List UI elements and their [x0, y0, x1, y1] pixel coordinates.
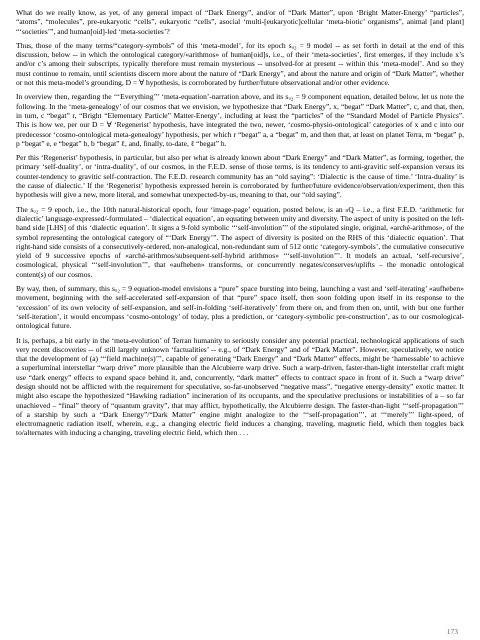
paragraph-7: It is, perhaps, a bit early in the ‘meta-evolution’ of Terran humanity to seriously consider any potential practical, technological applications of such very recent discoveries -- of still largely unknown ‘factualities’ -- e.g., of “Dark Energy” and of “Dark Matter”. However, speculatively, we notice that the development of (a) ‘‘‘field machine(s)’’’, capable of generating “Dark Energy” and “Dark Matter” effects, might be ‘harnessable’ to achieve a superluminal interstellar “warp drive” more plausible than the Alcubierre warp drive. Such a warp-driven, faster-than-light interstellar craft might use “dark energy” effects to expand space behind it, and, concurrently, “dark matter” effects to contract space in front of it. Such a “warp drive” design should not be afflicted with the requirement for speculative, so-far-unobserved “negative mass”, “negative energy-density” exotic matter. It might also escape the hypothesized “Hawking radiation” incineration of its occupants, and the speculative preclusions or instabilities of a – so far unachieved – “final” theory of “quantum gravity”, that may afflict, hypothetically, the Alcubierre design. The faster-than-light ‘‘‘self-propagation’’’ of a starship by such a “Dark Energy”/“Dark Matter” engine might analogize to the ‘‘‘self-propagation’’’, at ‘‘‘merely’’’ light-speed, of electromagnetic radiation itself, wherein, e.g., a changing electric field induces a changing, traveling, magnetic field, which then toggles back to/alternates with inducing a changing, traveling electric field, which then . . .: [16, 335, 464, 438]
paragraph-6: By way, then, of summary, this sᵤ₂ = 9 equation-model envisions a “pure” space bursting into being, launching a vast and ‘self-iterating’ «aufheben» movement, beginning with the self-accelerated self-expansion of that “pure” space itself, then soon folding upon itself in its response to the ‘excession’ of its own velocity of self-expansion, and self-in-folding ‘self-iteratively’ from there on, and from then on, until, with but one further ‘self-iteration’, it would encompass ‘cosmo-ontology’ of today, plus a prediction, or ‘category-symbolic pre-construction’, as to our cosmological-ontological future.: [16, 284, 464, 331]
paragraph-5: The sᵤ₂ = 9 epoch, i.e., the 10th natural-historical epoch, four ‘image-page’ equation, posted below, is an ₙQ – i.e., a first F.E.D. ‘arithmetic for dialectic’ language-expressed/-formulated – ‘dialectical equation’, an equating between unity and diversity. The aspect of unity is posited on the left-hand side [LHS] of this ‘dialectic equation’. It signs a 9-fold symbolic ‘‘‘self-involution’’’ of the stipulated single, original, «arché-arithmos», of the symbol representing the ontological category of “‘Dark Energy’”. The aspect of diversity is posited on the RHS of this ‘dialectic equation’. That right-hand side consists of a consecutively-ordered, non-analogical, non-redundant sum of 512 ontic ‘category-symbols’, the cumulative consecutive yield of 9 successive epochs of «arché-arithmos/subsequent-self-hybrid arithmos» ‘‘‘self-involution’’’. It models an actual, ‘self-recursive’, cosmological, physical ‘‘‘self-involution’’’, that «aufheben» transforms, or concurrently negates/conserves/uplifts – the monadic ontological content(s) of our cosmos.: [16, 204, 464, 279]
page-number: 173: [446, 627, 458, 636]
paragraph-4: Per this ‘Regenerist’ hypothesis, in particular, but also per what is already known about “Dark Energy” and “Dark Matter”, as forming, together, the primary ‘self-duality’, or ‘intra-duality’, of our cosmos, in the F.E.D. sense of those terms, is its tendency to anti-gravitic self-expansion versus its counter-tendency to gravitic self-contraction. The F.E.D. research community has an “old saying”: ‘Dialectic is the cause of time.’ ‘Intra-duality’ is the cause of dialectic.’ If the ‘Regenerist’ hypothesis expressed herein is corroborated by further/future evidence/observation/experiment, then this hypothesis will give a new, more literal, and somewhat unexpected-by-us, meaning to that, our “old saying”.: [16, 153, 464, 200]
paragraph-1: What do we really know, as yet, of any general impact of “Dark Energy”, and/or of “Dark Matter”, upon ‘Bright Matter-Energy’ “particles”, “atoms”, “molecules”, pre-eukaryotic “cells”, eukaryotic “cells”, asocial ‘multi-[eukaryotic]cellular ‘meta-biotic’ organisms”, animal [and plant] “‘societies’”, and human[oid]-led ‘meta-societies’?: [16, 8, 464, 36]
document-page: [16, 8, 464, 443]
paragraph-3: In overview then, regarding the ‘‘‘Everything’’’ ‘meta-equation’-narration above, and its sᵤ₂ = 9 component equation, detailed below, let us note the following. In the ‘meta-genealogy’ of our cosmos that we envision, we hypothesize that “Dark Energy”, x, “begat” “Dark Matter”, c, and that, then, in turn, c “begat” r, “Bright “Elementary Particle” Matter-Energy’, including at least the “particles” of the “Standard Model of Particle Physics”. This is how we, per our D = ∀ ‘Regenerist’ hypothesis, have integrated the two, newer, ‘cosmo-physio-ontological’ categories of x and c into our predecessor ‘cosmo-ontological meta-genealogy’ hypothesis, per which r “begat” a, a “begat” m, and then that, at least on planet Terra, m “begat” p, p “begat” e, e “begat” b, b “begat” ℓ, and, finally, to-date, ℓ “begat” h.: [16, 92, 464, 148]
paragraph-2: Thus, those of the many terms/“category-symbols” of this ‘meta-model’, for its epoch sᵤ₂ = 9 model -- as set forth in detail at the end of this discussion, below -- in which the ontological category/«arithmos» of human[oid]s, i.e., of their ‘meta-societies’, first emerges, if they include x’s and/or c’s among their subscripts, typically therefore must remain mysterious -- unsolved-for at present -- within this ‘meta-model’. And so they must continue to remain, until scientists discern more about the nature of “Dark Energy”, and about the nature and origin of “Dark Matter”, whether or not this meta-model’s grounding, D = ∀ hypothesis, is corroborated by further/future observational and/or other evidence.: [16, 40, 464, 88]
